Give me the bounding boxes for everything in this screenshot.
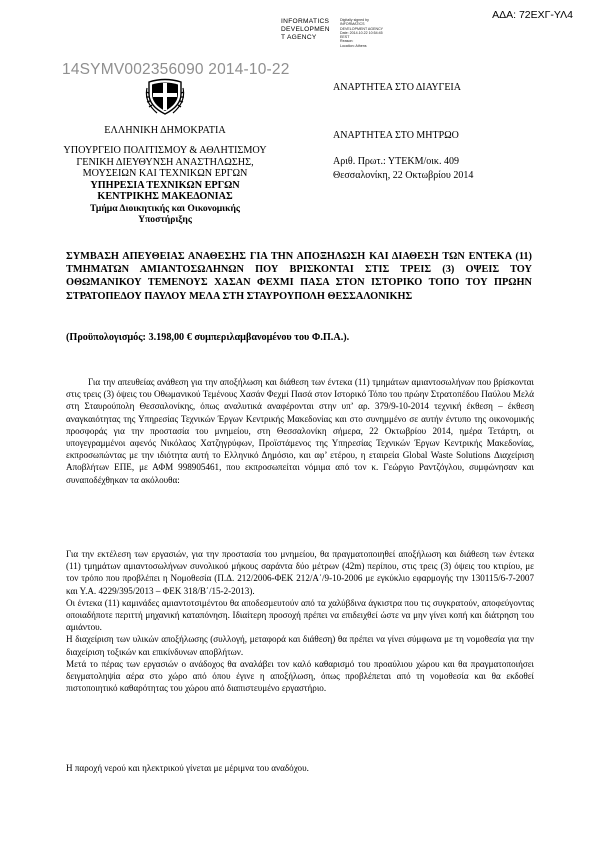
header-country: ΕΛΛΗΝΙΚΗ ΔΗΜΟΚΡΑΤΙΑ <box>104 125 226 136</box>
department-line: Τμήμα Διοικητικής και Οικονομικής <box>90 202 240 214</box>
body-paragraph-1 <box>66 376 534 486</box>
paragraph: Για την εκτέλεση των εργασιών, για την προστασία του μνημείου, θα πραγματοποιηθεί αποξήλωση και διάθεση των έντεκα (11) τμημάτων αμιαντοσωλήνων συνολικού μήκους σαράντα δύο μέτρων (42m) περίπου, στις τρεις (3) όψεις του κτιρίου, με τον τρόπο που προβλέπει η Νομοθεσία (Π.Δ. 212/2006-ΦΕΚ 212/Α΄/9-10-2006 με εγκύκλιο εφαρμογής την 130115/6-7-2007 και Υ.Α. 4229/395/2013 – ΦΕΚ 318/Β΄/15-2-2013). <box>66 549 534 596</box>
post-diavgeia: ΑΝΑΡΤΗΤΕΑ ΣΤΟ ΔΙΑΥΓΕΙΑ <box>333 82 461 93</box>
signature-detail: EEST <box>340 35 350 40</box>
paragraph: Η διαχείριση των υλικών αποξήλωσης (συλλογή, μεταφορά και διάθεση) θα πρέπει να γίνει σύμφωνα με τη νομοθεσία για την διαχείριση τοξικών και επικίνδυνων αποβλήτων. <box>66 634 534 657</box>
budget-line: (Προϋπολογισμός: 3.198,00 € συμπεριλαμβανομένου του Φ.Π.Α.). <box>66 332 350 343</box>
signature-line: INFORMATICS <box>281 18 330 25</box>
digital-signature-agency <box>281 18 339 43</box>
ministry-line: ΜΟΥΣΕΙΩΝ ΚΑΙ ΤΕΧΝΙΚΩΝ ΕΡΓΩΝ <box>82 168 248 179</box>
header-ministry <box>60 145 270 226</box>
body-paragraph-final <box>66 762 534 774</box>
department-line: Υποστήριξης <box>138 214 192 225</box>
greek-emblem-icon <box>145 76 185 116</box>
signature-detail: INFORMATICS <box>340 22 365 27</box>
paragraph: Οι έντεκα (11) καμινάδες αμιαντοτσιμέντου θα αποδεσμευτούν από τα χαλύβδινα άγκιστρα που τις συγκρατούν, αποφεύγοντας οποιαδήποτε περιττή μηχανική καταπόνηση. Ιδιαίτερη προσοχή πρέπει να επιδειχθεί ώστε να μην γίνει κοπή και διάτρηση του αμιάντου. <box>66 597 534 633</box>
signature-line: T AGENCY <box>281 34 317 42</box>
paragraph: Μετά το πέρας των εργασιών ο ανάδοχος θα αναλάβει τον καλό καθαρισμό του προαύλιου χώρου και θα πραγματοποιήσει δειγματοληψία αέρα στο χώρο από όπου έγινε η αποξήλωση, όπως προβλέπεται από τη νομοθεσία και θα εκδοθεί πιστοποιητικό καθαρότητας του χώρου από διαπιστευμένο εργαστήριο. <box>66 658 534 694</box>
ministry-line: ΓΕΝΙΚΗ ΔΙΕΥΘΥΝΣΗ ΑΝΑΣΤΗΛΩΣΗΣ, <box>76 156 254 168</box>
ministry-line: ΥΠΟΥΡΓΕΙΟ ΠΟΛΙΤΙΣΜΟΥ & ΑΘΛΗΤΙΣΜΟΥ <box>63 145 267 156</box>
document-id-watermark: 14SYMV002356090 2014-10-22 <box>62 61 290 78</box>
paragraph: Η παροχή νερού και ηλεκτρικού γίνεται με μέριμνα του αναδόχου. <box>66 763 309 773</box>
digital-signature-details <box>340 18 410 48</box>
signature-detail: Reason: <box>340 39 354 44</box>
protocol-number: Αριθ. Πρωτ.: ΥΤΕΚΜ/οικ. 409 <box>333 156 459 167</box>
body-paragraphs-scope <box>66 548 534 694</box>
service-line: ΥΠΗΡΕΣΙΑ ΤΕΧΝΙΚΩΝ ΕΡΓΩΝ <box>90 179 240 191</box>
signature-detail: DEVELOPMENT AGENCY <box>340 26 384 31</box>
signature-detail: Digitally signed by <box>340 18 369 22</box>
signature-line: DEVELOPMEN <box>281 26 330 34</box>
contract-title: ΣΥΜΒΑΣΗ ΑΠΕΥΘΕΙΑΣ ΑΝΑΘΕΣΗΣ ΓΙΑ ΤΗΝ ΑΠΟΞΗΛΩΣΗ ΚΑΙ ΔΙΑΘΕΣΗ ΤΩΝ ΕΝΤΕΚΑ (11) ΤΜΗΜΑΤΩΝ ΑΜΙΑΝΤΟΣΩΛΗΝΩΝ ΠΟΥ ΒΡΙΣΚΟΝΤΑΙ ΣΤΙΣ ΤΡΕΙΣ (3) ΟΨΕΙΣ ΤΟΥ ΟΘΩΜΑΝΙΚΟΥ ΤΕΜΕΝΟΥΣ ΧΑΣΑΝ ΦΕΧΜΙ ΠΑΣΑ ΣΤΟΝ ΙΣΤΟΡΙΚΟ ΤΟΠΟ ΤΟΥ ΠΡΩΗΝ ΣΤΡΑΤΟΠΕΔΟΥ ΠΑΥΛΟΥ ΜΕΛΑ ΣΤΗ ΣΤΑΥΡΟΥΠΟΛΗ ΘΕΣΣΑΛΟΝΙΚΗΣ <box>66 251 532 302</box>
service-line: ΚΕΝΤΡΙΚΗΣ ΜΑΚΕΔΟΝΙΑΣ <box>97 191 233 202</box>
signature-detail: Location: Athens <box>340 43 367 48</box>
signature-detail: Date: 2014.10.22 10:54:45 <box>340 30 383 35</box>
post-registry: ΑΝΑΡΤΗΤΕΑ ΣΤΟ ΜΗΤΡΩΟ <box>333 130 459 141</box>
place-date: Θεσσαλονίκη, 22 Οκτωβρίου 2014 <box>333 170 474 181</box>
paragraph: Για την απευθείας ανάθεση για την αποξήλωση και διάθεση των έντεκα (11) τμημάτων αμιαντοσωλήνων που βρίσκονται στις τρεις (3) όψεις του Οθωμανικού Τεμένους Χασάν Φεχμί Πασά στον Ιστορικό Τόπο του πρώην Στρατοπέδου Παύλου Μελά στη Σταυρούπολη Θεσσαλονίκης, όπως αναλυτικά αναφέρονται στην υπ’ αρ. 379/9-10-2014 τεχνική έκθεση – έκθεση αναγκαιότητας της Υπηρεσίας Τεχνικών Έργων Κεντρικής Μακεδονίας και στο συνημμένο σε αυτήν έντυπο της οικονομικής προσφοράς για την προστασία του μνημείου, στη Θεσσαλονίκη σήμερα, 22 Οκτωβρίου 2014, ημέρα Τετάρτη, οι υπογεγραμμένοι αφενός Νικόλαος Χατζηγρύφων, Προϊστάμενος της Υπηρεσίας Τεχνικών Έργων Κεντρικής Μακεδονίας, εκπροσωπώντας με την ιδιότητα αυτή το Ελληνικό Δημόσιο, και αφ’ ετέρου, η εταιρεία Global Waste Solutions Διαχείριση Αποβλήτων ΕΠΕ, με ΑΦΜ 998905461, που εκπροσωπείται νόμιμα από τον κ. Γεώργιο Ραντζόγλου, συμφώνησαν και συναποδέχθηκαν τα ακόλουθα: <box>66 377 534 485</box>
ada-code: ΑΔΑ: 72ΕΧΓ-ΥΛ4 <box>492 9 573 21</box>
